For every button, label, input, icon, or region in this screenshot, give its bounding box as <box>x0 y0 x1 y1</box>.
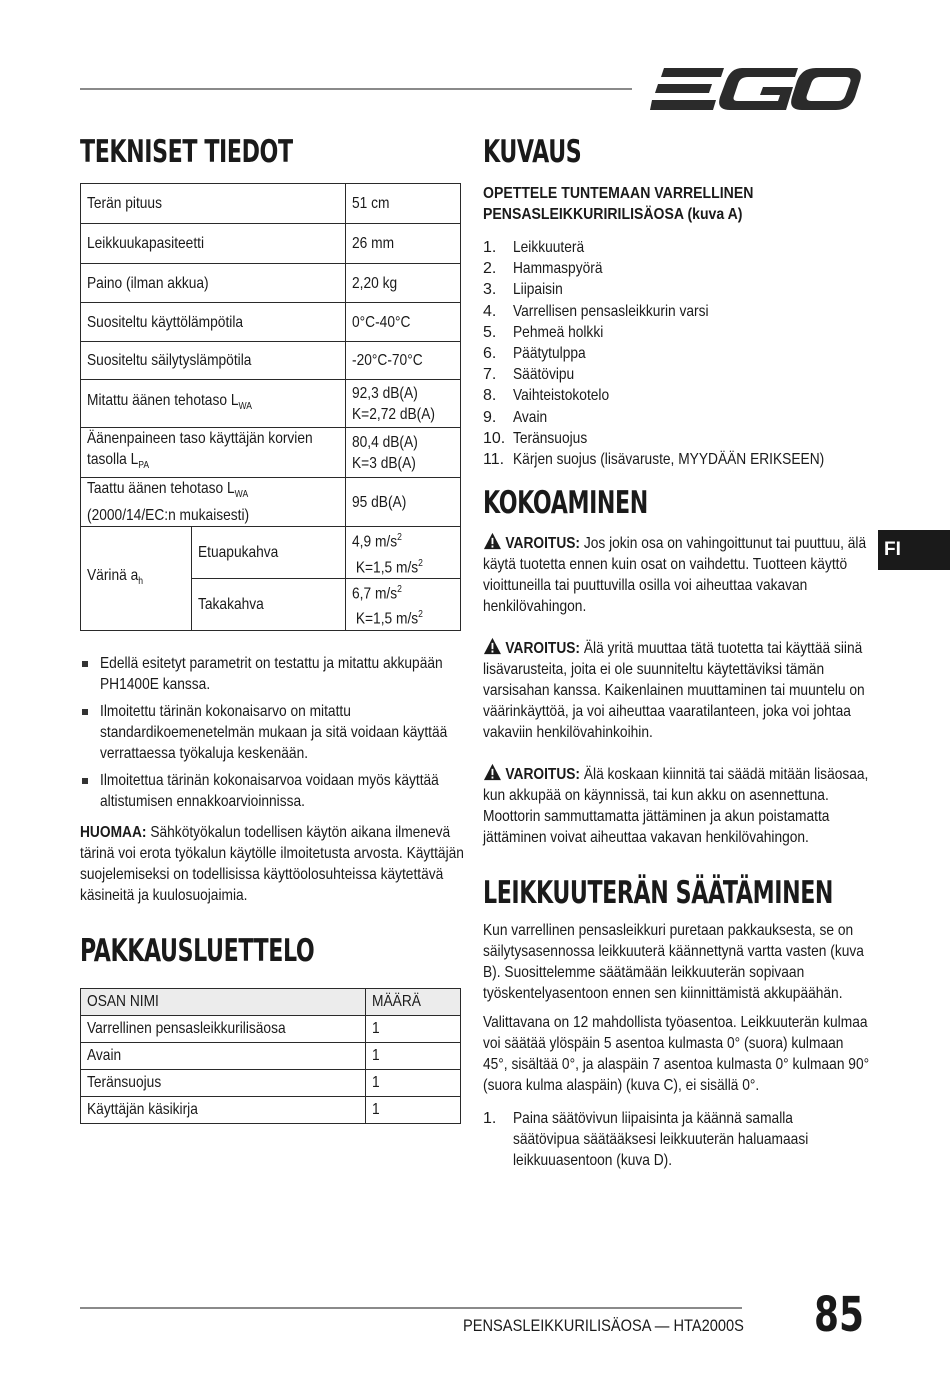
spec-row <box>81 303 461 342</box>
blade-adjust-title: LEIKKUUTERÄN SÄÄTÄMINEN <box>483 875 834 912</box>
list-item: 3. Liipaisin <box>483 281 563 299</box>
table-row: Avain 1 <box>81 1042 461 1069</box>
table-header-row: OSAN NIMI MÄÄRÄ <box>81 988 461 1015</box>
spec-label: Suositeltu käyttölämpötila <box>87 313 244 331</box>
spec-row <box>81 428 461 478</box>
note-label: HUOMAA: <box>80 823 147 841</box>
warning-paragraph: VAROITUS: Älä yritä muuttaa tätä tuotetta tai käyttää siinä lisävarusteita, joita ei ole suunniteltu käytettäviksi tämän varsisahan kanssa. Kaikenlainen muuttaminen tai muuntelu on väärinkäyttöä, ja voi aiheuttaa vaaratilanteen, joka voi johtaa vakaviin henkilövahinkoihin. <box>483 637 870 743</box>
page-number: 85 <box>814 1285 864 1343</box>
spec-value: 4,9 $m/s^2$ K=1,5 $m/s^2$ <box>352 532 424 576</box>
list-item: 6. Päätytulppa <box>483 344 586 362</box>
spec-row <box>81 342 461 380</box>
tech-specs-title: TEKNISET TIEDOT <box>80 134 293 171</box>
spec-notes-list <box>80 653 462 812</box>
list-item: 8. Vaihteistokotelo <box>483 387 610 405</box>
spec-row <box>81 224 461 264</box>
steps-list <box>483 1108 868 1171</box>
spec-row <box>81 184 461 224</box>
warning-paragraph: VAROITUS: Jos jokin osa on vahingoittunut tai puuttuu, älä käytä tuotetta ennen kuin osat on vaihdettu. Tuotteen käyttö vioittuneilla tai puuttuvilla osilla voi aiheuttaa vakavan henkilövahingon. <box>483 532 870 617</box>
language-tab: FI <box>878 530 950 570</box>
spec-row <box>81 380 461 428</box>
spec-value: 6,7 $m/s^2$ K=1,5 $m/s^2$ <box>352 583 424 628</box>
right-column <box>483 133 868 1171</box>
table-row: Teränsuojus 1 <box>81 1069 461 1096</box>
packing-list-title: PAKKAUSLUETTELO <box>80 933 315 969</box>
spec-label: Äänenpaineen taso käyttäjän korvien tasolla $L_{PA}$ <box>87 430 313 472</box>
table-row: Varrellinen pensasleikkurilisäosa 1 <box>81 1015 461 1042</box>
spec-label: Taattu äänen tehotaso $L_{WA}$ (2000/14/EC:n mukaisesti) <box>87 480 250 525</box>
spec-label: Terän pituus <box>87 195 162 212</box>
spec-label: Suositeltu säilytyslämpötila <box>87 352 252 369</box>
adjust-paragraph: Valittavana on 12 mahdollista työasentoa. Leikkuuterän kulmaa voi säätää ylöspäin 5 asentoa kulmasta 0° (suora) kulmaan 45°, sisältää 0°, ja alaspäin 7 asentoa kulmasta 0° kulmaan 90° (suora kulma alaspäin) (kuva C), ei sisällä 0°. <box>483 1014 870 1095</box>
parts-list <box>483 237 868 470</box>
list-item: Ilmoitettu tärinän kokonaisarvo on mitattu standardikoemenetelmän mukaan ja sitä voidaan käyttää verrattaessa työkaluja keskenään. <box>80 701 462 764</box>
warning-paragraph: VAROITUS: Älä koskaan kiinnitä tai säädä mitään lisäosaa, kun akkupää on käynnissä, tai kun akku on asennettuna. Moottorin sammuttamatta jättäminen ja akun poistamatta jättäminen voivat aiheuttaa vakavan henkilövahingon. <box>483 763 870 848</box>
spec-row <box>81 478 461 527</box>
warning-triangle-icon <box>483 763 502 781</box>
spec-label: Värinä $a_h$ <box>87 566 144 587</box>
table-row: Käyttäjän käsikirja 1 <box>81 1096 461 1123</box>
packing-table <box>80 988 461 1124</box>
list-item: 1. Paina säätövivun liipaisinta ja käännä samalla säätövipua säätääksesi leikkuuterän haluamaasi leikkuuasentoon (kuva D). <box>483 1110 809 1170</box>
adjust-paragraph: Kun varrellinen pensasleikkuri puretaan pakkauksesta, se on säilytysasennossa leikkuuterä käännettynä vartta vasten (kuva B). Suosittelemme säätämään leikkuuterän sopivaan työskentelyasentoon ennen sen kiinnittämistä akkupäähän. <box>483 922 864 1003</box>
list-item: 11. Kärjen suojus (lisävaruste, MYYDÄÄN ERIKSEEN) <box>483 450 825 468</box>
list-item: Edellä esitetyt parametrit on testattu ja mitattu akkupään PH1400E kanssa. <box>80 653 462 695</box>
spec-value: 51 cm <box>352 195 390 212</box>
description-subtitle: OPETTELE TUNTEMAAN VARRELLINEN PENSASLEIKKURIRILISÄOSA (kuva A) <box>483 185 754 223</box>
spec-row <box>81 264 461 303</box>
list-item: 7. Säätövipu <box>483 366 575 384</box>
list-item: 5. Pehmeä holkki <box>483 323 604 341</box>
footer-rule <box>80 1307 742 1309</box>
footer-title: PENSASLEIKKURILISÄOSA — HTA2000S <box>463 1316 744 1335</box>
list-item: Ilmoitettua tärinän kokonaisarvoa voidaan myös käyttää altistumisen ennakkoarvioinnissa. <box>80 770 462 812</box>
spec-value: 92,3 dB(A) K=2,72 dB(A) <box>352 384 436 423</box>
list-item: 9. Avain <box>483 408 548 426</box>
assembly-title: KOKOAMINEN <box>483 485 648 522</box>
header-rule <box>80 88 632 90</box>
list-item: 10. Teränsuojus <box>483 429 588 447</box>
spec-value: 0°C-40°C <box>352 313 411 331</box>
warning-triangle-icon <box>483 637 502 655</box>
list-item: 2. Hammaspyörä <box>483 260 603 278</box>
spec-sublabel: Etuapukahva <box>197 544 278 562</box>
note-paragraph: HUOMAA: Sähkötyökalun todellisen käytön aikana ilmenevä tärinä voi erota työkalun käytölle ilmoitetusta arvosta. Käyttäjän suojelemiseksi on todellisissa käyttöolosuhteissa käytettävä käsineitä ja kuulosuojaimia. <box>80 823 464 904</box>
spec-sublabel: Takakahva <box>197 595 264 613</box>
spec-label: Leikkuukapasiteetti <box>87 235 205 252</box>
description-title: KUVAUS <box>483 134 582 171</box>
warning-triangle-icon <box>483 532 502 550</box>
spec-table <box>80 183 461 631</box>
spec-label: Mitattu äänen tehotaso $L_{WA}$ <box>87 391 253 413</box>
ego-logo <box>650 64 862 114</box>
list-item: 1. Leikkuuterä <box>483 239 585 256</box>
spec-value: -20°C-70°C <box>352 352 423 369</box>
list-item: 4. Varrellisen pensasleikkurin varsi <box>483 302 709 320</box>
spec-value: 80,4 dB(A) K=3 dB(A) <box>352 433 419 472</box>
spec-value: 2,20 kg <box>352 274 398 292</box>
spec-row <box>81 527 461 579</box>
spec-label: Paino (ilman akkua) <box>87 274 209 292</box>
left-column <box>80 133 462 1124</box>
spec-value: 95 dB(A) <box>352 493 407 511</box>
spec-value: 26 mm <box>352 235 395 252</box>
